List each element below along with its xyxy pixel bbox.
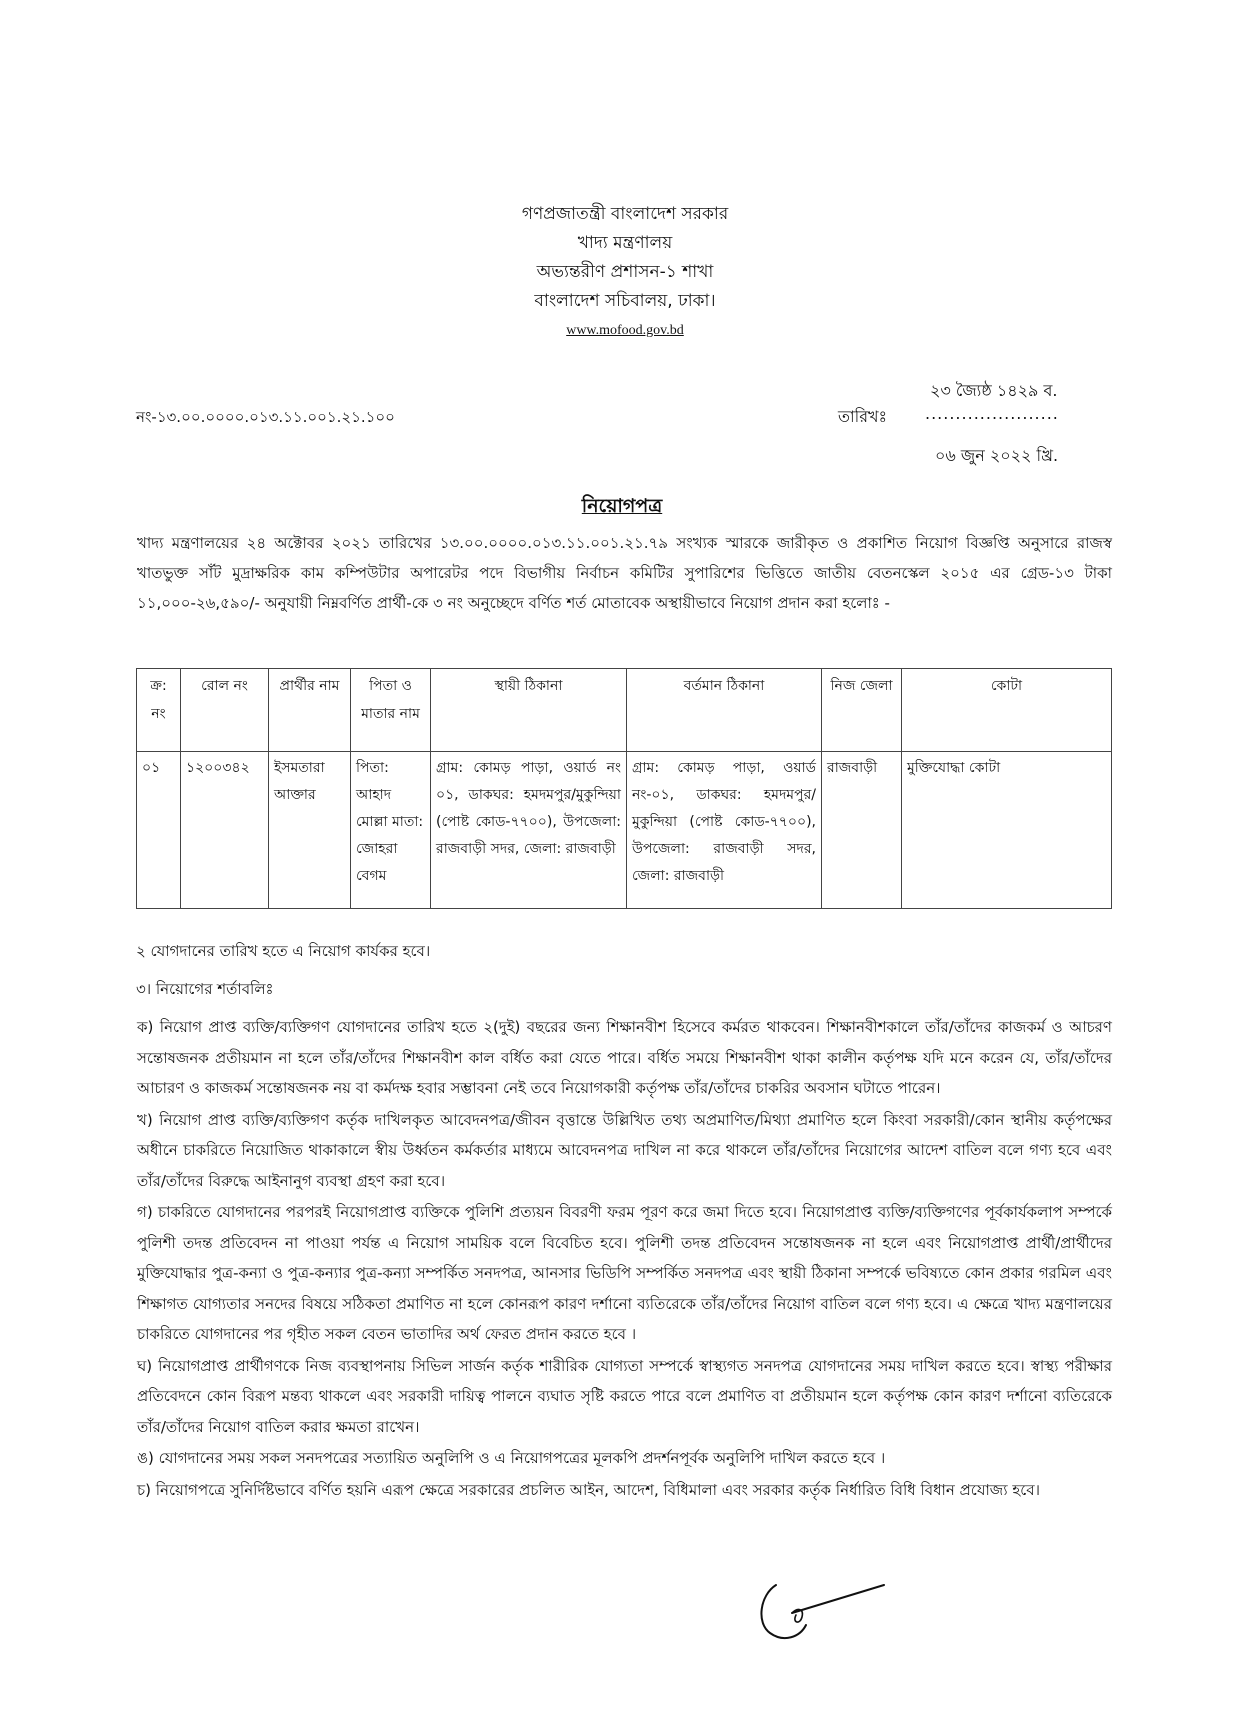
- cell-quota: মুক্তিযোদ্ধা কোটা: [902, 752, 1112, 909]
- term-ka: ক) নিয়োগ প্রাপ্ত ব্যক্তি/ব্যক্তিগণ যোগদানের তারিখ হতে ২(দুই) বছরের জন্য শিক্ষানবীশ হিসেবে কর্মরত থাকবেন। শিক্ষানবীশকালে তাঁর/তাঁদের কাজকর্ম ও আচরণ সন্তোষজনক প্রতীয়মান না হলে তাঁর/তাঁদের শিক্ষানবীশ কাল বর্ধিত করা যেতে পারে। বর্ধিত সময়ে শিক্ষানবীশ থাকা কালীন কর্তৃপক্ষ যদি মনে করেন যে, তাঁর/তাঁদের আচারণ ও কাজকর্ম সন্তোষজনক নয় বা কর্মদক্ষ হবার সম্ভাবনা নেই তবে নিয়োগকারী কর্তৃপক্ষ তাঁর/তাঁদের চাকরির অবসান ঘটাতে পারেন।: [137, 1018, 1112, 1097]
- intro-paragraph: খাদ্য মন্ত্রণালয়ের ২৪ অক্টোবর ২০২১ তারিখের ১৩.০০.০০০০.০১৩.১১.০০১.২১.৭৯ সংখ্যক স্মারকে জারীকৃত ও প্রকাশিত নিয়োগ বিজ্ঞপ্তি অনুসারে রাজস্ব খাতভুক্ত সাঁট মুদ্রাক্ষরিক কাম কম্পিউটার অপারেটর পদে বিভাগীয় নির্বাচন কমিটির সুপারিশের ভিত্তিতে জাতীয় বেতনস্কেল ২০১৫ এর গ্রেড-১৩ টাকা ১১,০০০-২৬,৫৯০/- অনুযায়ী নিম্নবর্ণিত প্রার্থী-কে ৩ নং অনুচ্ছেদে বর্ণিত শর্ত মোতাবেক অস্থায়ীভাবে নিয়োগ প্রদান করা হলোঃ -: [137, 534, 1112, 612]
- cell-serial: ০১: [137, 752, 181, 909]
- term-cha: চ) নিয়োগপত্রে সুনির্দিষ্টভাবে বর্ণিত হয়নি এরূপ ক্ষেত্রে সরকারের প্রচলিত আইন, আদেশ, বিধিমালা এবং সরকার কর্তৃক নির্ধারিত বিধি বিধান প্রযোজ্য হবে।: [137, 1480, 1040, 1499]
- clause-3-title: ৩। নিয়োগের শর্তাবলিঃ: [136, 980, 274, 998]
- ministry-name: খাদ্য মন্ত্রণালয়: [577, 233, 673, 253]
- header-name: প্রার্থীর নাম: [269, 669, 351, 752]
- term-ga: গ) চাকরিতে যোগদানের পরপরই নিয়োগপ্রাপ্ত ব্যক্তিকে পুলিশি প্রত্যয়ন বিবরণী ফরম পূরণ করে জমা দিতে হবে। নিয়োগপ্রাপ্ত ব্যক্তি/ব্যক্তিগণের পূর্বকার্যকলাপ সম্পর্কে পুলিশী তদন্ত প্রতিবেদন না পাওয়া পর্যন্ত এ নিয়োগ সাময়িক বলে বিবেচিত হবে। পুলিশী তদন্ত প্রতিবেদন সন্তোষজনক না হলে এবং নিয়োগপ্রাপ্ত প্রার্থী/প্রার্থীদের মুক্তিযোদ্ধার পুত্র-কন্যা ও পুত্র-কন্যার পুত্র-কন্যা সম্পর্কিত সনদপত্র, আনসার ভিডিপি সম্পর্কিত সনদপত্র এবং স্থায়ী ঠিকানা সম্পর্কে ভবিষ্যতে কোন প্রকার গরমিল এবং শিক্ষাগত যোগ্যতার সনদের বিষয়ে সঠিকতা প্রমাণিত না হলে কোনরূপ কারণ দর্শানো ব্যতিরেকে তাঁর/তাঁদের নিয়োগ বাতিল বলে গণ্য হবে। এ ক্ষেত্রে খাদ্য মন্ত্রণালয়ের চাকরিতে যোগদানের পর গৃহীত সকল বেতন ভাতাদির অর্থ ফেরত প্রদান করতে হবে ।: [137, 1203, 1112, 1343]
- english-date: ০৬ জুন ২০২২ খ্রি.: [935, 446, 1059, 465]
- term-uma: ঙ) যোগদানের সময় সকল সনদপত্রের সত্যায়িত অনুলিপি ও এ নিয়োগপত্রের মূলকপি প্রদর্শনপূর্বক অনুলিপি দাখিল করতে হবে ।: [137, 1449, 886, 1467]
- terms-list: [137, 1012, 1112, 1506]
- cell-permanent-address: গ্রাম: কোমড় পাড়া, ওয়ার্ড নং ০১, ডাকঘর: হমদমপুর/মুকুন্দিয়া (পোষ্ট কোড-৭৭০০), উপজেলা: রাজবাড়ী সদর, জেলা: রাজবাড়ী: [431, 752, 627, 909]
- date-dotted-line: ......................: [925, 404, 1059, 423]
- clause-2: ২ যোগদানের তারিখ হতে এ নিয়োগ কার্যকর হবে।: [136, 942, 431, 960]
- table-header-row: [137, 669, 1112, 752]
- cell-parents: পিতা: আহাদ মোল্লা মাতা: জোহরা বেগম: [351, 752, 431, 909]
- memo-number: নং-১৩.০০.০০০০.০১৩.১১.০০১.২১.১০০: [136, 408, 395, 426]
- header-present-address: বর্তমান ঠিকানা: [627, 669, 822, 752]
- signature-icon: [752, 1565, 892, 1655]
- government-name: গণপ্রজাতন্ত্রী বাংলাদেশ সরকার: [521, 204, 729, 224]
- header-quota: কোটা: [902, 669, 1112, 752]
- header-roll: রোল নং: [181, 669, 269, 752]
- header-permanent-address: স্থায়ী ঠিকানা: [431, 669, 627, 752]
- letterhead: [400, 200, 850, 346]
- term-gha: ঘ) নিয়োগপ্রাপ্ত প্রার্থীগণকে নিজ ব্যবস্থাপনায় সিভিল সার্জন কর্তৃক শারীরিক যোগ্যতা সম্পর্কে স্বাস্থ্যগত সনদপত্র যোগদানের সময় দাখিল করতে হবে। স্বাস্থ্য পরীক্ষার প্রতিবেদনে কোন বিরূপ মন্তব্য থাকলে এবং সরকারী দায়িত্ব পালনে ব্যঘাত সৃষ্টি করতে পারে বলে প্রমাণিত বা প্রতীয়মান হলে কর্তৃপক্ষ কোন কারণ দর্শানো ব্যতিরেকে তাঁর/তাঁদের নিয়োগ বাতিল করার ক্ষমতা রাখেন।: [137, 1356, 1112, 1436]
- document-title: নিয়োগপত্র: [581, 495, 663, 517]
- table-row: [137, 752, 1112, 909]
- header-serial: ক্র: নং: [137, 669, 181, 752]
- term-kha: খ) নিয়োগ প্রাপ্ত ব্যক্তি/ব্যক্তিগণ কর্তৃক দাখিলকৃত আবেদনপত্র/জীবন বৃত্তান্তে উল্লিখিত তথ্য অপ্রমাণিত/মিথ্যা প্রমাণিত হলে কিংবা সরকারী/কোন স্থানীয় কর্তৃপক্ষের অধীনে চাকরিতে নিয়োজিত থাকাকালে স্বীয় উর্ধ্বতন কর্মকর্তার মাধ্যমে আবেদনপত্র দাখিল না করে থাকলে তাঁর/তাঁদের নিয়োগের আদেশ বাতিল বলে গণ্য হবে এবং তাঁর/তাঁদের বিরুদ্ধে আইনানুগ ব্যবস্থা গ্রহণ করা হবে।: [137, 1110, 1112, 1190]
- website-link[interactable]: www.mofood.gov.bd: [566, 323, 684, 338]
- header-home-district: নিজ জেলা: [822, 669, 902, 752]
- candidate-table: [136, 668, 1112, 909]
- branch-name: অভ্যন্তরীণ প্রশাসন-১ শাখা: [536, 262, 714, 282]
- bangla-date: ২৩ জ্যৈষ্ঠ ১৪২৯ ব.: [930, 381, 1058, 400]
- office-address: বাংলাদেশ সচিবালয়, ঢাকা।: [534, 291, 716, 311]
- cell-home-district: রাজবাড়ী: [822, 752, 902, 909]
- cell-name: ইসমতারা আক্তার: [269, 752, 351, 909]
- header-parents: পিতা ও মাতার নাম: [351, 669, 431, 752]
- cell-present-address: গ্রাম: কোমড় পাড়া, ওয়ার্ড নং-০১, ডাকঘর: হমদমপুর/মুকুন্দিয়া (পোষ্ট কোড-৭৭০০), উপজেলা: রাজবাড়ী সদর, জেলা: রাজবাড়ী: [627, 752, 822, 909]
- date-label: তারিখঃ: [838, 407, 888, 426]
- cell-roll: ১২০০৩৪২: [181, 752, 269, 909]
